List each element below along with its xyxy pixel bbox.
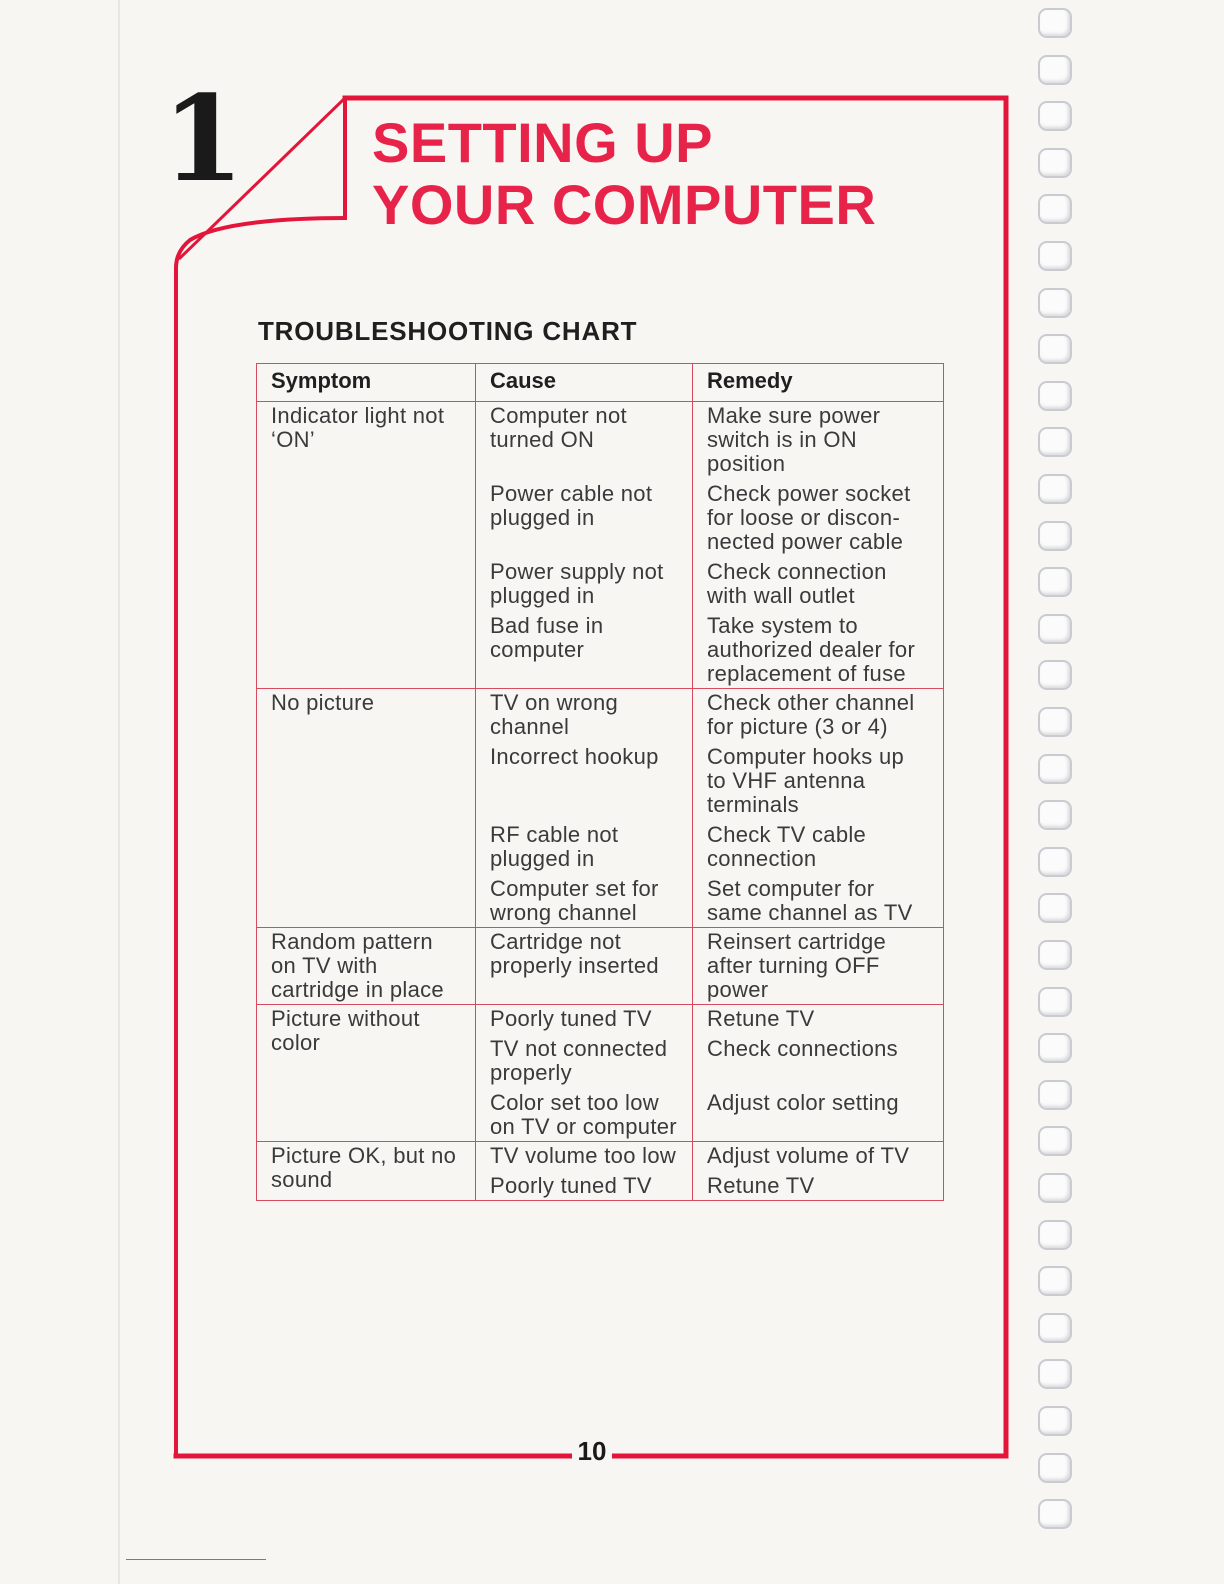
binding-ring [1038,194,1072,224]
remedy-text: Check TV cable connection [707,822,867,871]
symptom-cell: Picture without color [257,1005,476,1142]
binding-ring [1038,1313,1072,1343]
scan-artifact-line [126,1559,266,1560]
remedy-cell [693,402,944,689]
remedy-text: Computer hooks up to VHF antenna terminals [707,744,905,817]
cause-text: Bad fuse in computer [490,613,604,662]
binding-ring [1038,1453,1072,1483]
binding-ring [1038,474,1072,504]
binding-ring [1038,427,1072,457]
binding-ring [1038,1359,1072,1389]
remedy-text: Check power socket for loose or discon- nected power cable [707,481,911,554]
header-cause: Cause [476,364,693,402]
cause-text: TV not connected properly [490,1036,668,1085]
cause-text: Power supply not plugged in [490,559,664,608]
symptom-cell: Random pattern on TV with cartridge in place [257,928,476,1005]
remedy-text: Adjust volume of TV [707,1143,910,1168]
binding-ring [1038,521,1072,551]
chapter-title-line1: SETTING UP [372,111,714,174]
header-symptom: Symptom [257,364,476,402]
table-body [257,402,944,1201]
remedy-text: Check connections [707,1036,898,1061]
remedy-cell [693,1142,944,1201]
binding-ring [1038,800,1072,830]
binding-ring [1038,8,1072,38]
chapter-number: 1 [162,69,243,208]
binding-ring [1038,381,1072,411]
remedy-text: Retune TV [707,1173,815,1198]
cause-text: RF cable not plugged in [490,822,619,871]
binding-ring [1038,1173,1072,1203]
binding-ring [1038,1033,1072,1063]
symptom-cell: Picture OK, but no sound [257,1142,476,1201]
binding-ring [1038,1126,1072,1156]
header-remedy: Remedy [693,364,944,402]
table-header-row [257,364,944,402]
chapter-title [372,112,876,236]
cause-text: TV volume too low [490,1143,677,1168]
binding-ring [1038,987,1072,1017]
cause-text: Poorly tuned TV [490,1006,652,1031]
table-row [257,402,944,689]
binding-ring [1038,707,1072,737]
binding-ring [1038,660,1072,690]
binding-ring [1038,940,1072,970]
binding-ring [1038,1266,1072,1296]
binding-ring [1038,1080,1072,1110]
binding-ring [1038,754,1072,784]
cause-text: Poorly tuned TV [490,1173,652,1198]
binding-ring [1038,893,1072,923]
cause-cell [476,1142,693,1201]
table-row [257,1005,944,1142]
cause-text: Computer set for wrong channel [490,876,659,925]
cause-text: Cartridge not properly inserted [490,929,659,978]
binding-ring [1038,334,1072,364]
troubleshooting-table [256,363,944,1201]
cause-cell [476,689,693,928]
binding-ring [1038,847,1072,877]
binding-ring [1038,241,1072,271]
binding-ring [1038,55,1072,85]
cause-cell [476,402,693,689]
page-number: 10 [572,1436,612,1467]
binding-ring [1038,1220,1072,1250]
remedy-text: Make sure power switch is in ON position [707,403,881,476]
remedy-text: Set computer for same channel as TV [707,876,913,925]
binding-ring [1038,1499,1072,1529]
binding-ring [1038,614,1072,644]
binding-ring [1038,567,1072,597]
remedy-cell [693,689,944,928]
remedy-text: Check other channel for picture (3 or 4) [707,690,915,739]
cause-text: Power cable not plugged in [490,481,653,530]
remedy-text: Take system to authorized dealer for replacement of fuse [707,613,916,686]
symptom-cell: No picture [257,689,476,928]
remedy-text: Adjust color setting [707,1090,899,1115]
cause-cell [476,1005,693,1142]
binding-ring [1038,101,1072,131]
table-row [257,689,944,928]
cause-text: TV on wrong channel [490,690,619,739]
binding-ring [1038,288,1072,318]
remedy-cell [693,1005,944,1142]
cause-text: Incorrect hookup [490,744,659,769]
cause-cell [476,928,693,1005]
remedy-cell [693,928,944,1005]
cause-text: Computer not turned ON [490,403,627,452]
binding-ring [1038,148,1072,178]
chart-heading: TROUBLESHOOTING CHART [258,316,638,346]
table-row [257,1142,944,1201]
remedy-text: Check connection with wall outlet [707,559,887,608]
remedy-text: Reinsert cartridge after turning OFF power [707,929,887,1002]
binding-ring [1038,1406,1072,1436]
cause-text: Color set too low on TV or computer [490,1090,677,1139]
chapter-title-line2: YOUR COMPUTER [372,173,877,236]
remedy-text: Retune TV [707,1006,815,1031]
table-row [257,928,944,1005]
symptom-cell: Indicator light not ‘ON’ [257,402,476,689]
